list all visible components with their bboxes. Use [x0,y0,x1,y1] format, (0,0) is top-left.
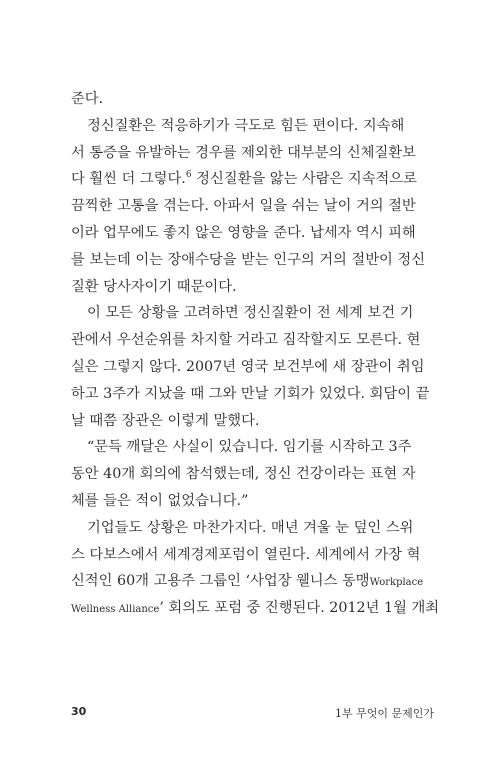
text-line: 체를 들은 적이 없었습니다.” [71,492,249,509]
text-segment: ’ 회의도 포럼 중 진행된다. 2012년 1월 개최 [159,600,440,617]
text-line: 동안 40개 회의에 참석했는데, 정신 건강이라는 표현 자 [71,466,416,483]
text-line: 기업들도 상황은 마찬가지다. 매년 겨울 눈 덮인 스위 [87,519,414,536]
text-line: 끔찍한 고통을 겪는다. 아파서 일을 쉬는 날이 거의 절반 [71,198,416,215]
text-line: 하고 3주가 지났을 때 그와 만날 기회가 있었다. 회담이 끝 [71,385,430,402]
text-line: 준다. [71,91,104,107]
text-segment: 정신질환을 앓는 사람은 지속적으로 [191,171,417,188]
footnote-marker: 6 [185,170,192,181]
text-line [71,595,440,622]
english-term: Workplace [369,577,424,589]
body-text [71,86,440,622]
text-line: 실은 그렇지 않다. 2007년 영국 보건부에 새 장관이 취임 [71,358,425,375]
text-line: 서 통증을 유발하는 경우를 제외한 대부분의 신체질환보 [71,144,416,161]
text-line: 날 때쯤 장관은 이렇게 말했다. [71,412,260,429]
text-line: 정신질환은 적응하기가 극도로 힘든 편이다. 지속해 [87,117,405,134]
text-line [71,568,431,595]
english-term: Wellness Alliance [71,604,160,616]
text-line: “문득 깨달은 사실이 있습니다. 임기를 시작하고 3주 [87,439,412,456]
running-head: 1부 무엇이 문제인가 [335,707,434,720]
text-line: 질환 당사자이기 때문이다. [71,278,237,295]
text-line: 이 모든 상황을 고려하면 정신질환이 전 세계 보건 기 [87,305,414,322]
page-footer [71,705,434,721]
text-line [71,166,431,193]
text-line: 관에서 우선순위를 차지할 거라고 짐작할지도 모른다. 현 [71,332,421,349]
text-line: 를 보는데 이는 장애수당을 받는 인구의 거의 절반이 정신 [71,251,426,268]
text-segment: 신적인 60개 고용주 그룹인 ‘사업장 웰니스 동맹 [71,573,370,590]
text-line: 스 다보스에서 세계경제포럼이 열린다. 세계에서 가장 혁 [71,546,421,563]
text-line: 이라 업무에도 좋지 않은 영향을 준다. 납세자 역시 피해 [71,224,416,241]
page-number: 30 [71,705,87,718]
text-segment: 다 훨씬 더 그렇다. [71,171,186,188]
